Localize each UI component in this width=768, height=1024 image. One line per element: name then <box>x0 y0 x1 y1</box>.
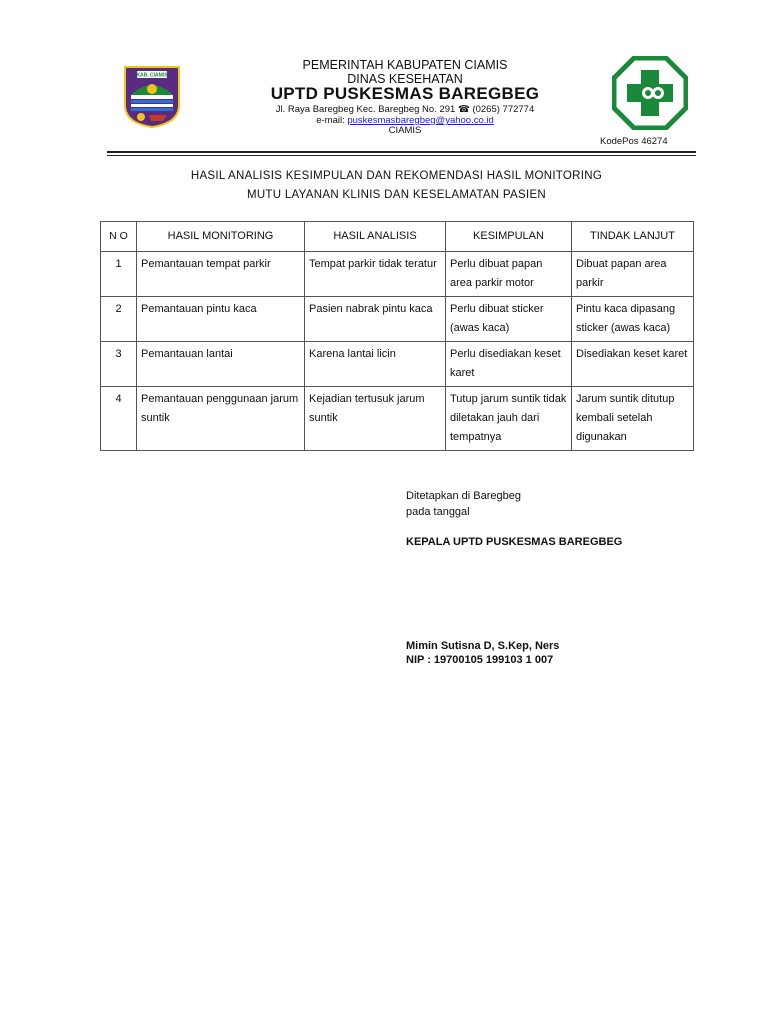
email-label: e-mail: <box>316 115 345 126</box>
signatory-nip: NIP : 19700105 199103 1 007 <box>406 654 554 666</box>
cell-kesimpulan: Perlu dibuat sticker (awas kaca) <box>446 297 572 342</box>
header-tindak-lanjut: TINDAK LANJUT <box>572 222 694 252</box>
ciamis-regency-emblem <box>121 65 183 129</box>
signature-place: Ditetapkan di Baregbeg <box>406 490 521 502</box>
phone-number: (0265) 772774 <box>472 104 535 115</box>
cell-tindak-lanjut: Pintu kaca dipasang sticker (awas kaca) <box>572 297 694 342</box>
email-link[interactable]: puskesmasbaregbeg@yahoo.co.id <box>347 115 494 126</box>
table-row <box>101 252 694 297</box>
cell-monitoring: Pemantauan pintu kaca <box>137 297 305 342</box>
table-row <box>101 342 694 387</box>
address: Jl. Raya Baregbeg Kec. Baregbeg No. 291 <box>275 104 456 115</box>
cell-no: 4 <box>101 387 137 451</box>
cell-no: 1 <box>101 252 137 297</box>
header-hasil-monitoring: HASIL MONITORING <box>137 222 305 252</box>
cell-no: 3 <box>101 342 137 387</box>
telephone-icon: ☎ <box>457 104 470 115</box>
cell-kesimpulan: Perlu dibuat papan area parkir motor <box>446 252 572 297</box>
header-divider-thick <box>107 151 696 153</box>
city: CIAMIS <box>388 125 422 136</box>
header-no: N O <box>101 222 137 252</box>
cell-tindak-lanjut: Disediakan keset karet <box>572 342 694 387</box>
table-row <box>101 297 694 342</box>
department-name: DINAS KESEHATAN <box>347 72 463 86</box>
signatory-name: Mimin Sutisna D, S.Kep, Ners <box>406 640 560 652</box>
cell-no: 2 <box>101 297 137 342</box>
signatory-position: KEPALA UPTD PUSKESMAS BAREGBEG <box>406 536 623 548</box>
document-title-line1: HASIL ANALISIS KESIMPULAN DAN REKOMENDASI HASIL MONITORING <box>190 170 603 182</box>
signature-date: pada tanggal <box>406 506 470 518</box>
puskesmas-cross-emblem <box>612 56 688 130</box>
header-kesimpulan: KESIMPULAN <box>446 222 572 252</box>
cell-monitoring: Pemantauan tempat parkir <box>137 252 305 297</box>
government-name: PEMERINTAH KABUPATEN CIAMIS <box>302 58 508 72</box>
cell-kesimpulan: Tutup jarum suntik tidak diletakan jauh dari tempatnya <box>446 387 572 451</box>
cell-monitoring: Pemantauan lantai <box>137 342 305 387</box>
cell-kesimpulan: Perlu disediakan keset karet <box>446 342 572 387</box>
postal-code: KodePos 46274 <box>600 136 668 147</box>
organization-name: UPTD PUSKESMAS BAREGBEG <box>270 84 540 103</box>
header-hasil-analisis: HASIL ANALISIS <box>305 222 446 252</box>
cell-analisis: Pasien nabrak pintu kaca <box>305 297 446 342</box>
document-title-line2: MUTU LAYANAN KLINIS DAN KESELAMATAN PASIEN <box>246 189 547 201</box>
cell-tindak-lanjut: Jarum suntik ditutup kembali setelah digunakan <box>572 387 694 451</box>
cell-analisis: Kejadian tertusuk jarum suntik <box>305 387 446 451</box>
monitoring-table <box>100 221 694 451</box>
cell-monitoring: Pemantauan penggunaan jarum suntik <box>137 387 305 451</box>
cell-analisis: Karena lantai licin <box>305 342 446 387</box>
table-header-row <box>101 222 694 252</box>
cell-analisis: Tempat parkir tidak teratur <box>305 252 446 297</box>
header-divider-thin <box>107 155 696 156</box>
emblem-text: KAB. CIAMIS <box>136 72 168 79</box>
cell-tindak-lanjut: Dibuat papan area parkir <box>572 252 694 297</box>
table-row <box>101 387 694 451</box>
address-line <box>230 104 580 115</box>
